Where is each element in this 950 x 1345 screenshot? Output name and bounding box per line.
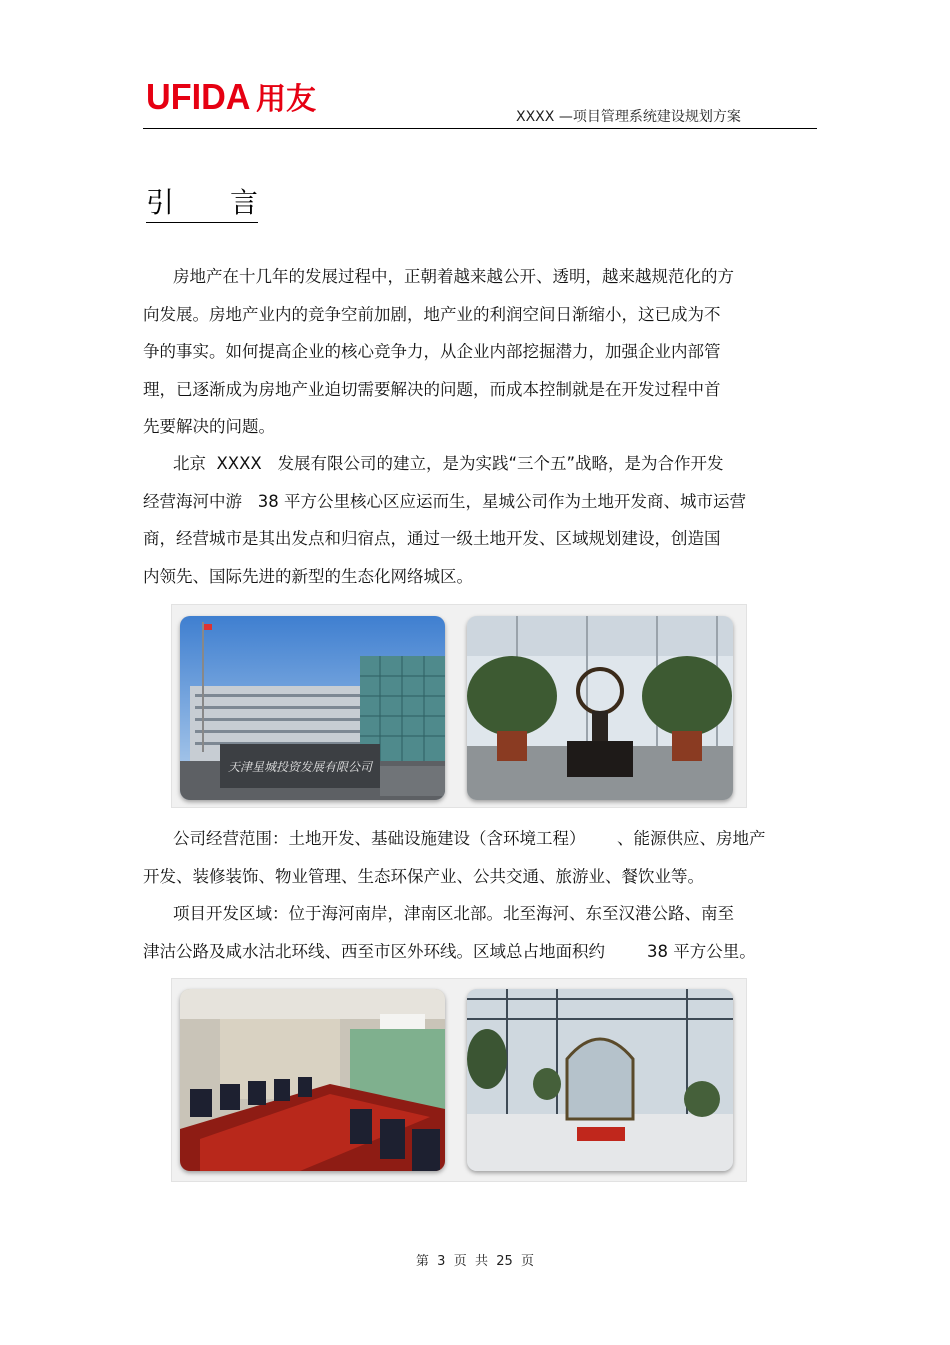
paragraph-development-area (143, 895, 815, 970)
paragraph-business-scope (143, 820, 815, 895)
sign-text: 天津星城投资发展有限公司 (227, 760, 373, 774)
building-photo (180, 616, 445, 800)
text-line: 开发、装修装饰、物业管理、生态环保产业、公共交通、旅游业、餐饮业等。 (143, 866, 704, 886)
text-line: 项目开发区域：位于海河南岸，津南区北部。北至海河、东至汉港公路、南至 (173, 904, 734, 923)
text-line: 津沽公路及咸水沽北环线、西至市区外环线。区域总占地面积约 38 平方公里。 (143, 941, 756, 961)
text-line: 先要解决的问题。 (143, 417, 275, 436)
text-line: 公司经营范围：土地开发、基础设施建设（含环境工程） 、能源供应、房地产 (173, 829, 766, 848)
header-divider (143, 128, 817, 129)
text-line: 争的事实。如何提高企业的核心竞争力，从企业内部挖掘潜力，加强企业内部管 (143, 342, 721, 361)
lobby-photo (467, 616, 733, 800)
paragraph-intro (143, 258, 815, 446)
text-line: 经营海河中游 38 平方公里核心区应运而生，星城公司作为土地开发商、城市运营 (143, 491, 746, 511)
document-title: XXXX —项目管理系统建设规划方案 (516, 109, 741, 125)
text-line: 房地产在十几年的发展过程中，正朝着越来越公开、透明，越来越规范化的方 (173, 267, 734, 286)
text-line: 理，已逐渐成为房地产业迫切需要解决的问题，而成本控制就是在开发过程中首 (143, 379, 721, 399)
logo-text: UFIDA (146, 76, 251, 117)
text-line: 北京 XXXX 发展有限公司的建立，是为实践“三个五”战略，是为合作开发 (173, 454, 724, 473)
text-line: 向发展。房地产业内的竞争空前加剧，地产业的利润空间日渐缩小，这已成为不 (143, 304, 721, 324)
entrance-photo (467, 989, 733, 1171)
text-line: 内领先、国际先进的新型的生态化网络城区。 (143, 566, 473, 586)
paragraph-company (143, 445, 815, 595)
logo-cn-text: 用友 (256, 82, 316, 117)
ufida-logo (146, 74, 316, 117)
section-title: 引 言 (146, 186, 258, 223)
text-line: 商，经营城市是其出发点和归宿点，通过一级土地开发、区域规划建设，创造国 (143, 529, 721, 548)
meeting-room-photo (180, 989, 445, 1171)
page-number: 第 3 页 共 25 页 (415, 1254, 535, 1269)
